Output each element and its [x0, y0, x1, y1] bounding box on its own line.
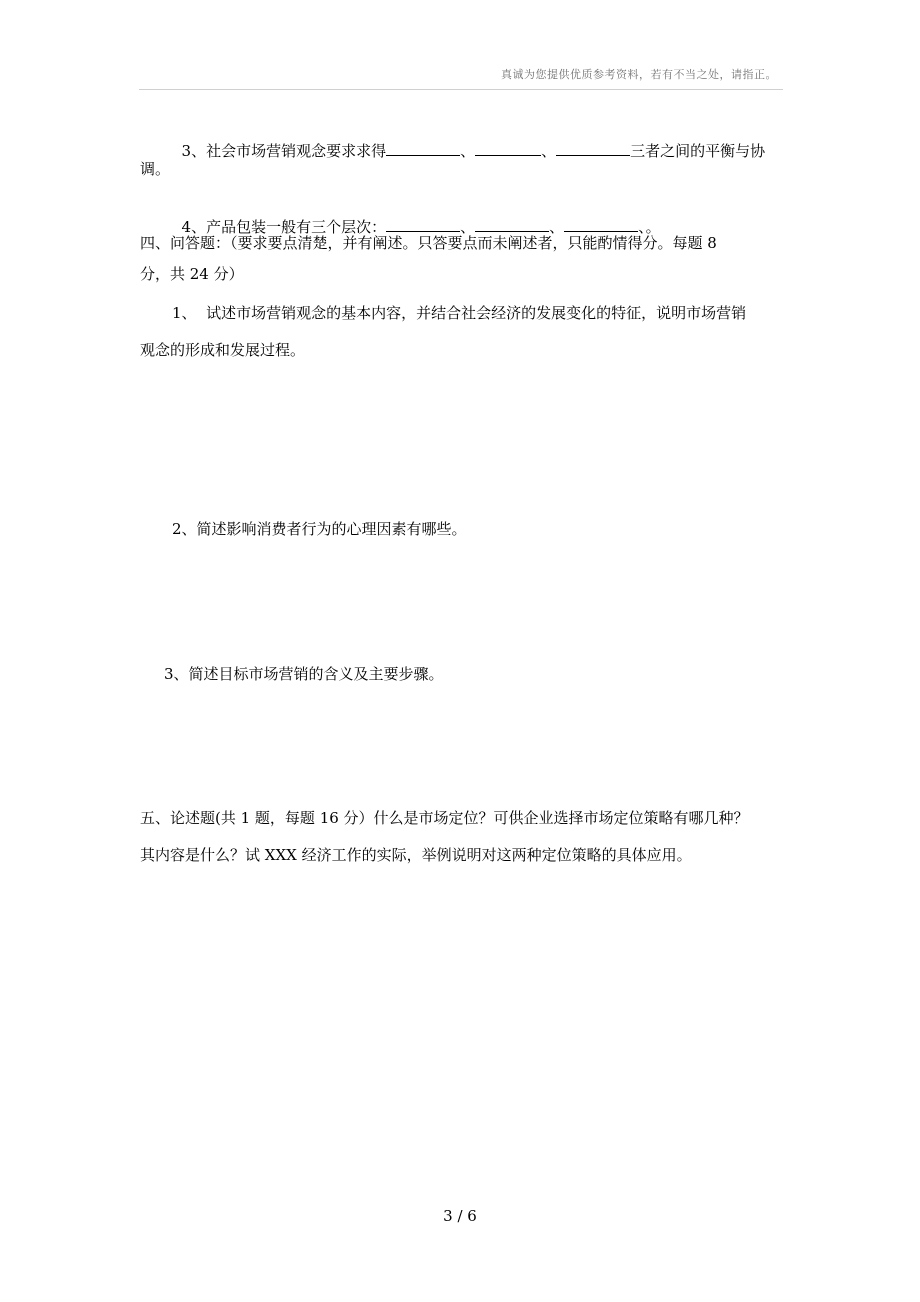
question-4-3: 3、简述目标市场营销的含义及主要步骤。	[164, 665, 444, 683]
q3-continuation: 调。	[140, 160, 171, 178]
answer-blank	[475, 217, 549, 232]
answer-blank	[386, 141, 460, 156]
section-4-heading: 四、问答题：（要求要点清楚，并有阐述。只答要点而未阐述者，只能酌情得分。每题 8	[140, 234, 717, 252]
q3-separator: 、	[541, 142, 557, 160]
q4-separator: 、	[460, 218, 476, 236]
answer-blank	[556, 141, 630, 156]
section-4-heading-continuation: 分，共 24 分）	[140, 265, 244, 283]
q3-separator: 、	[460, 142, 476, 160]
answer-blank	[386, 217, 460, 232]
header-rule	[139, 89, 783, 90]
q4-prefix: 4、产品包装一般有三个层次：	[181, 218, 387, 236]
question-4-1-continuation: 观念的形成和发展过程。	[140, 341, 306, 359]
q3-suffix: 三者之间的平衡与协	[630, 142, 766, 160]
answer-blank	[564, 217, 638, 232]
question-4-1: 1、 试述市场营销观念的基本内容，并结合社会经济的发展变化的特征，说明市场营销	[172, 304, 747, 322]
fill-blank-question-4	[172, 197, 661, 237]
fill-blank-question-3	[172, 121, 765, 161]
q3-prefix: 3、社会市场营销观念要求求得	[181, 142, 387, 160]
section-5-question: 五、论述题(共 1 题，每题 16 分）什么是市场定位？可供企业选择市场定位策略有哪几种？	[140, 809, 749, 827]
answer-blank	[475, 141, 541, 156]
header-note: 真诚为您提供优质参考资料，若有不当之处，请指正。	[501, 68, 777, 81]
q4-suffix: 、。	[638, 218, 661, 236]
page-number: 3 / 6	[443, 1207, 477, 1225]
q4-separator: 、	[549, 218, 565, 236]
question-4-2: 2、简述影响消费者行为的心理因素有哪些。	[172, 520, 467, 538]
section-5-question-continuation: 其内容是什么？试 XXX 经济工作的实际，举例说明对这两种定位策略的具体应用。	[140, 846, 692, 864]
